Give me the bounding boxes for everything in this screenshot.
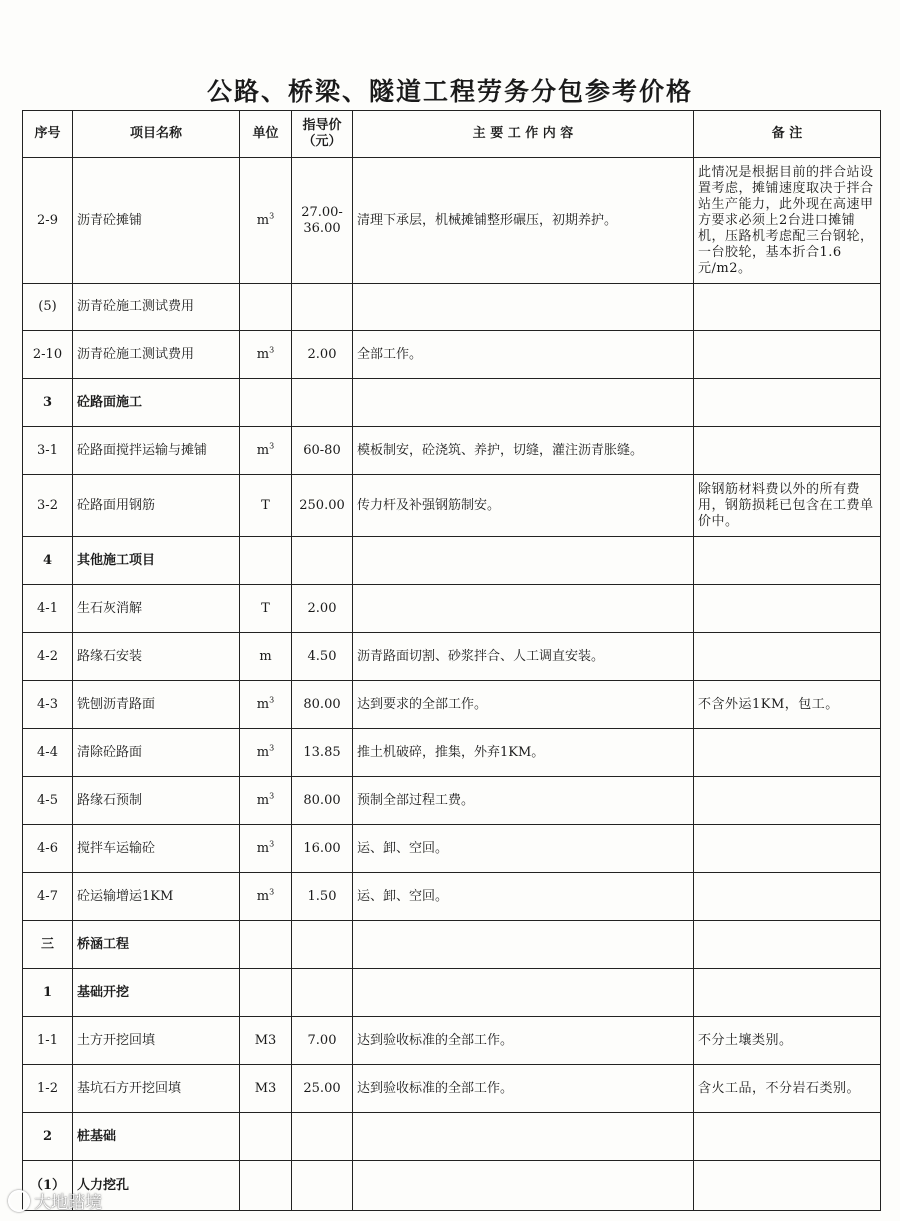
cell-unit [240,873,292,921]
cell-name: 清除砼路面 [73,729,240,777]
cell-content: 预制全部过程工费。 [353,777,694,825]
cell-price: 13.85 [292,729,353,777]
cell-price: 27.00-36.00 [292,158,353,284]
cell-price [292,284,353,331]
cell-content [353,379,694,427]
cell-content: 推土机破碎，推集，外弃1KM。 [353,729,694,777]
cell-no: 2-10 [23,331,73,379]
cell-name: 砼路面搅拌运输与摊铺 [73,427,240,475]
cell-name: 生石灰消解 [73,585,240,633]
cell-content [353,537,694,585]
cell-name: 路缘石预制 [73,777,240,825]
cell-price: 80.00 [292,681,353,729]
header-content: 主 要 工 作 内 容 [353,111,694,158]
cell-unit [240,158,292,284]
table-row [23,729,881,777]
cell-price: 7.00 [292,1017,353,1065]
cell-price: 60-80 [292,427,353,475]
unit-text: m [256,346,270,362]
cell-unit [240,379,292,427]
cell-no: 4-2 [23,633,73,681]
cell-no: 4-4 [23,729,73,777]
cell-unit [240,777,292,825]
table-row [23,1065,881,1113]
table-row [23,1113,881,1161]
cell-no: 1-1 [23,1017,73,1065]
cell-name: 基础开挖 [73,969,240,1017]
unit-text: m [256,212,270,228]
cell-no: 2-9 [23,158,73,284]
cell-unit [240,284,292,331]
cell-note [694,873,881,921]
cell-no: 1-2 [23,1065,73,1113]
cell-price: 25.00 [292,1065,353,1113]
cell-no: 4-5 [23,777,73,825]
cell-no: 4-6 [23,825,73,873]
header-no: 序号 [23,111,73,158]
cell-name: 砼运输增运1KM [73,873,240,921]
table-row [23,633,881,681]
table-row [23,475,881,537]
cell-content [353,1161,694,1211]
cell-content [353,969,694,1017]
cell-note: 此情况是根据目前的拌合站设置考虑，摊铺速度取决于拌合站生产能力，此外现在高速甲方要求必须上2台进口摊铺机，压路机考虑配三台钢轮，一台胶轮，基本折合1.6元/m2。 [694,158,881,284]
cell-name: 路缘石安装 [73,633,240,681]
unit-text: m [256,888,270,904]
cell-price: 1.50 [292,873,353,921]
cell-name: 其他施工项目 [73,537,240,585]
cell-unit [240,825,292,873]
cell-no: 2 [23,1113,73,1161]
cell-content: 达到验收标准的全部工作。 [353,1017,694,1065]
cell-no: 三 [23,921,73,969]
cell-name: 桩基础 [73,1113,240,1161]
cell-note [694,921,881,969]
unit-text: m [256,696,270,712]
cell-note [694,1113,881,1161]
cell-unit [240,633,292,681]
document-title: 公路、桥梁、隧道工程劳务分包参考价格 [206,77,693,106]
cell-note [694,585,881,633]
header-note: 备 注 [694,111,881,158]
table-row [23,681,881,729]
cell-name: 沥青砼摊铺 [73,158,240,284]
camera-icon [8,1190,30,1212]
cell-price: 4.50 [292,633,353,681]
watermark [8,1188,102,1213]
cell-price: 16.00 [292,825,353,873]
unit-text: m [256,744,270,760]
cell-no: （1） [23,1161,73,1211]
table-row [23,284,881,331]
cell-note [694,825,881,873]
unit-superscript: 3 [269,839,275,849]
unit-superscript: 3 [269,695,275,705]
cell-no: 3 [23,379,73,427]
unit-text: M3 [254,1080,277,1096]
table-row [23,969,881,1017]
unit-text: m [256,840,270,856]
cell-content: 模板制安，砼浇筑、养护，切缝，灌注沥青胀缝。 [353,427,694,475]
cell-price: 80.00 [292,777,353,825]
table-row [23,1017,881,1065]
cell-content: 传力杆及补强钢筋制安。 [353,475,694,537]
table-row [23,921,881,969]
header-name: 项目名称 [73,111,240,158]
cell-name: 铣刨沥青路面 [73,681,240,729]
cell-name: 搅拌车运输砼 [73,825,240,873]
cell-no: 4 [23,537,73,585]
cell-no: 3-1 [23,427,73,475]
cell-price [292,1161,353,1211]
cell-unit [240,1113,292,1161]
cell-unit [240,729,292,777]
cell-price [292,1113,353,1161]
table-header-row [23,111,881,158]
unit-superscript: 3 [269,743,275,753]
unit-text: m [256,792,270,808]
table-row [23,427,881,475]
cell-note: 含火工品，不分岩石类别。 [694,1065,881,1113]
cell-content [353,1113,694,1161]
unit-superscript: 3 [269,345,275,355]
cell-unit [240,585,292,633]
cell-content [353,921,694,969]
table-row [23,777,881,825]
cell-content [353,585,694,633]
cell-note: 不含外运1KM，包工。 [694,681,881,729]
cell-content: 达到要求的全部工作。 [353,681,694,729]
cell-price: 2.00 [292,331,353,379]
cell-content: 沥青路面切割、砂浆拌合、人工调直安装。 [353,633,694,681]
unit-text: T [261,600,270,616]
cell-note [694,1161,881,1211]
cell-note [694,729,881,777]
cell-price: 250.00 [292,475,353,537]
table-row [23,331,881,379]
table-row [23,537,881,585]
cell-content: 运、卸、空回。 [353,873,694,921]
watermark-text: 大地踏境 [34,1193,102,1213]
cell-unit [240,681,292,729]
unit-text: M3 [254,1032,277,1048]
cell-no: (5) [23,284,73,331]
cell-no: 4-1 [23,585,73,633]
table-row [23,825,881,873]
cell-name: 砼路面施工 [73,379,240,427]
cell-name: 桥涵工程 [73,921,240,969]
cell-unit [240,331,292,379]
cell-price: 2.00 [292,585,353,633]
unit-superscript: 3 [269,441,275,451]
unit-superscript: 3 [269,791,275,801]
table-row [23,1161,881,1211]
cell-unit [240,1161,292,1211]
cell-note [694,379,881,427]
cell-name: 沥青砼施工测试费用 [73,284,240,331]
table-row [23,379,881,427]
cell-content: 运、卸、空回。 [353,825,694,873]
unit-text: T [261,497,270,513]
cell-price [292,969,353,1017]
unit-superscript: 3 [269,211,275,221]
cell-unit [240,921,292,969]
cell-note [694,969,881,1017]
cell-note [694,537,881,585]
cell-note [694,427,881,475]
cell-no: 3-2 [23,475,73,537]
cell-unit [240,1065,292,1113]
cell-unit [240,427,292,475]
cell-name: 土方开挖回填 [73,1017,240,1065]
header-price: 指导价（元） [292,111,353,158]
unit-superscript: 3 [269,887,275,897]
header-unit: 单位 [240,111,292,158]
cell-price [292,379,353,427]
cell-content: 达到验收标准的全部工作。 [353,1065,694,1113]
cell-note: 除钢筋材料费以外的所有费用，钢筋损耗已包含在工费单价中。 [694,475,881,537]
cell-unit [240,475,292,537]
cell-content: 清理下承层，机械摊铺整形碾压，初期养护。 [353,158,694,284]
cell-name: 人力挖孔 [73,1161,240,1211]
table-row [23,158,881,284]
cell-no: 1 [23,969,73,1017]
cell-price [292,537,353,585]
cell-name: 砼路面用钢筋 [73,475,240,537]
cell-note [694,284,881,331]
cell-content: 全部工作。 [353,331,694,379]
price-table [22,110,881,1211]
cell-name: 基坑石方开挖回填 [73,1065,240,1113]
unit-text: m [259,648,272,664]
cell-name: 沥青砼施工测试费用 [73,331,240,379]
cell-unit [240,969,292,1017]
cell-note [694,633,881,681]
unit-text: m [256,442,270,458]
cell-note [694,331,881,379]
table-row [23,873,881,921]
cell-content [353,284,694,331]
cell-unit [240,537,292,585]
cell-price [292,921,353,969]
table-row [23,585,881,633]
cell-note [694,777,881,825]
cell-no: 4-7 [23,873,73,921]
cell-unit [240,1017,292,1065]
cell-no: 4-3 [23,681,73,729]
cell-note: 不分土壤类别。 [694,1017,881,1065]
